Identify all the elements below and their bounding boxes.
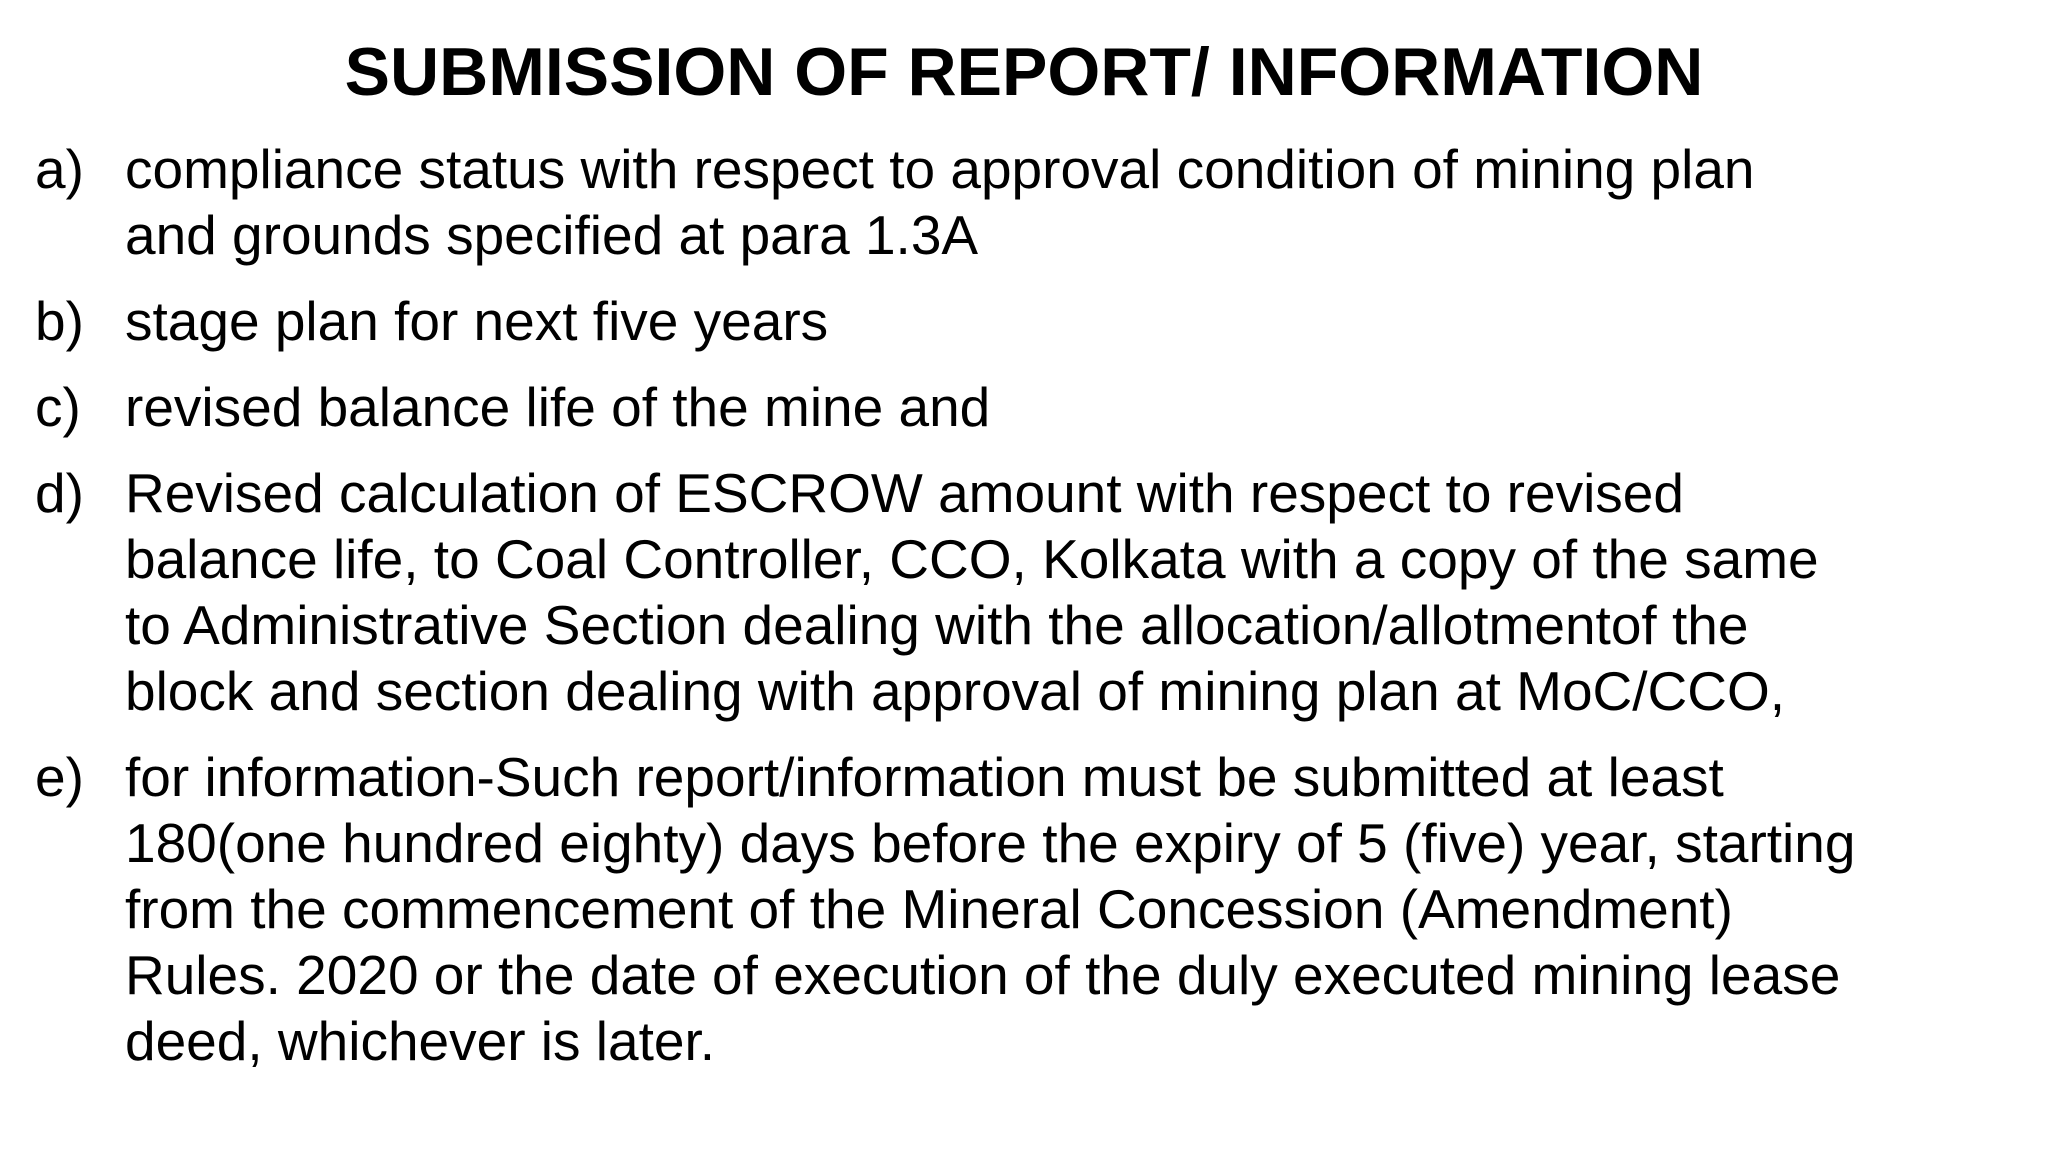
text-line: and grounds specified at para 1.3A xyxy=(125,204,979,266)
list-marker: a) xyxy=(35,138,84,200)
requirements-list xyxy=(35,136,2025,1094)
text-line: for information-Such report/information must be submitted at least xyxy=(125,746,1724,808)
text-line: revised balance life of the mine and xyxy=(125,376,991,438)
text-line: to Administrative Section dealing with the allocation/allotmentof the xyxy=(125,594,1749,656)
list-marker: c) xyxy=(35,376,81,438)
text-line: compliance status with respect to approval condition of mining plan xyxy=(125,138,1755,200)
list-item-a xyxy=(35,136,2025,268)
list-item-e xyxy=(35,744,2025,1074)
list-item-b xyxy=(35,288,2025,354)
list-item-text xyxy=(125,744,2025,1074)
list-marker: e) xyxy=(35,746,84,808)
text-line: Rules. 2020 or the date of execution of the duly executed mining lease xyxy=(125,944,1841,1006)
text-line: block and section dealing with approval of mining plan at MoC/CCO, xyxy=(125,660,1786,722)
list-item-text xyxy=(125,460,2025,724)
list-marker: d) xyxy=(35,462,84,524)
list-item-c xyxy=(35,374,2025,440)
text-line: Revised calculation of ESCROW amount with respect to revised xyxy=(125,462,1684,524)
list-item-text xyxy=(125,374,2025,440)
list-item-text xyxy=(125,136,2025,268)
list-marker: b) xyxy=(35,290,84,352)
text-line: stage plan for next five years xyxy=(125,290,829,352)
text-line: from the commencement of the Mineral Concession (Amendment) xyxy=(125,878,1733,940)
text-line: deed, whichever is later. xyxy=(125,1010,716,1072)
text-line: balance life, to Coal Controller, CCO, Kolkata with a copy of the same xyxy=(125,528,1819,590)
page-title: SUBMISSION OF REPORT/ INFORMATION xyxy=(344,34,1704,110)
list-item-text xyxy=(125,288,2025,354)
text-line: 180(one hundred eighty) days before the expiry of 5 (five) year, starting xyxy=(125,812,1856,874)
list-item-d xyxy=(35,460,2025,724)
